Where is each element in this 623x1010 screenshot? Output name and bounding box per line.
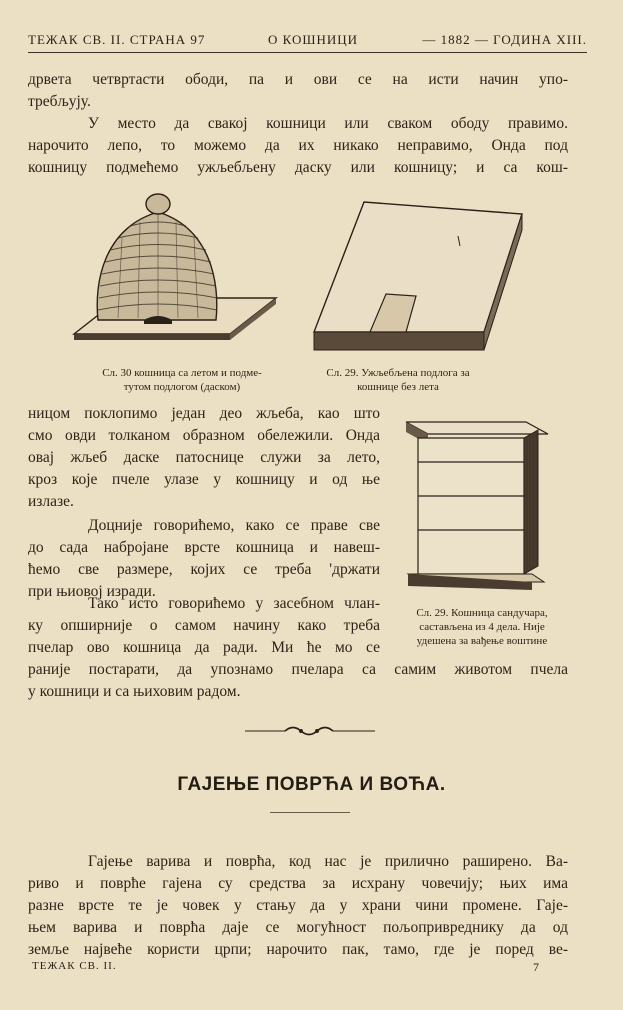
text-line: смо овди толканом образном обележили. Онда	[28, 427, 380, 444]
text-line: У место да свакој кошници или сваком ободу правимо.	[88, 115, 568, 132]
text-line: пчелар ово кошница да ради. Ми ће мо се	[28, 639, 380, 656]
text-line: њем варива и поврћа даје се могућност пољопривреднику да од	[28, 919, 568, 936]
text-line: овај жљеб даске патоснице служи за лето,	[28, 449, 380, 466]
text-line: Доцније говорићемо, како се праве све	[88, 517, 380, 534]
header-left: ТЕЖАК СВ. II. СТРАНА 97	[28, 32, 206, 47]
text-line: риво и поврће гајена су средства за исхрану човечију; њих има	[28, 875, 568, 892]
text-line: у кошници и са њиховим радом.	[28, 683, 241, 700]
skep-hive-illustration	[70, 182, 280, 342]
text-line: раније постарати, да упознамо пчелара са самим животом пчела	[28, 661, 568, 678]
caption-line: Сл. 29. Ужљебљена подлога за	[326, 367, 470, 379]
caption-line: састављена из 4 дела. Није	[419, 621, 545, 633]
page-number: 7	[533, 960, 539, 974]
title-rule	[270, 812, 350, 815]
text-line: ницом поклопимо један део жљеба, као што	[28, 405, 380, 422]
text-line: кошницу подмећемо ужљебљену даску или кошницу; и са кош-	[28, 159, 568, 176]
section-title: ГАЈЕЊЕ ПОВРЋА И ВОЋА.	[177, 774, 446, 795]
running-head	[28, 30, 587, 53]
box-hive-illustration	[404, 414, 550, 594]
caption-line: Сл. 30 кошница са летом и подме-	[102, 367, 262, 379]
figure-caption	[82, 366, 282, 394]
footer-left: ТЕЖАК СВ. II.	[32, 960, 117, 972]
text-line: разне врсте те је човек у стању да у храни чини промене. Гаје-	[28, 897, 568, 914]
text-line: нарочито лепо, то можемо да их никако неправимо, Онда под	[28, 137, 568, 154]
ornament-divider	[245, 724, 375, 738]
caption-line: кошнице без лета	[357, 381, 439, 393]
text-line: дрвета четвртасти ободи, па и ови се на исти начин упо-	[28, 71, 568, 88]
text-line: до сада набројане врсте кошница и навеш-	[28, 539, 380, 556]
caption-line: Сл. 29. Кошница сандучара,	[416, 607, 548, 619]
text-line: кроз које пчеле улазе у кошницу и од ње	[28, 471, 380, 488]
header-right: — 1882 — ГОДИНА XIII.	[422, 32, 587, 47]
caption-line: тутом подлогом (даском)	[123, 381, 241, 393]
caption-line: удешена за вађење воштине	[416, 635, 548, 647]
figure-caption	[392, 606, 572, 648]
figure-caption	[292, 366, 504, 394]
text-line: требљују.	[28, 93, 91, 110]
text-line: излазе.	[28, 493, 74, 510]
text-line: ћемо све размере, којих се треба 'држати	[28, 561, 380, 578]
text-line: ку опширније о самом начину како треба	[28, 617, 380, 634]
text-line: Тако исто говорићемо у засебном члан-	[88, 595, 380, 612]
text-line: Гајење варива и поврћа, код нас је прилично раширено. Ва-	[88, 853, 568, 870]
grooved-board-illustration	[308, 196, 528, 360]
text-line: земље највеће користи црпи; нарочито пак, тамо, где је поред ве-	[28, 941, 568, 958]
header-title: О КОШНИЦИ	[268, 32, 359, 47]
text-line: при њиовој изради.	[28, 583, 156, 600]
